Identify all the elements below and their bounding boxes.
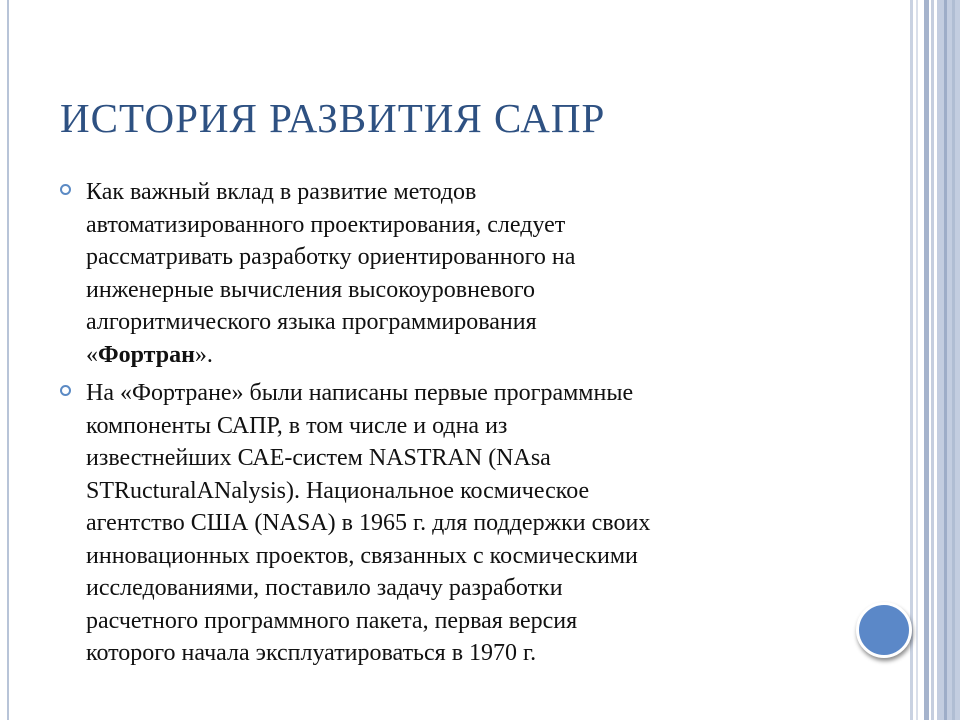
bullet-line: инновационных проектов, связанных с космическими <box>86 542 638 569</box>
bullet-line: агентство США (NASA) в 1965 г. для поддержки своих <box>86 510 651 536</box>
hollow-circle-icon <box>60 385 71 396</box>
bullet-line: исследованиями, поставило задачу разработки <box>86 575 563 601</box>
stripe <box>916 0 918 720</box>
right-stripes-decoration <box>910 0 960 720</box>
quote-close: ». <box>194 341 213 368</box>
left-border-decoration <box>7 0 9 720</box>
bullet-line: которого начала эксплуатироваться в 1970 г. <box>86 640 537 666</box>
stripe <box>910 0 913 720</box>
bullet-item-fortran <box>60 176 850 371</box>
bullet-line: STRucturalANalysis). Национальное космическое <box>86 477 590 504</box>
bullet-item-nastran <box>60 377 850 670</box>
bullet-line: расчетного программного пакета, первая версия <box>86 607 578 634</box>
bullet-line: известнейших САЕ-систем NASTRAN (NAsa <box>86 445 551 471</box>
circle-button-icon[interactable] <box>856 602 912 658</box>
slide-body <box>60 176 850 676</box>
stripe <box>944 0 947 720</box>
bullet-line: автоматизированного проектирования, следует <box>86 211 566 238</box>
bullet-line: компоненты САПР, в том числе и одна из <box>86 412 508 439</box>
bullet-line: алгоритмического языка программирования <box>86 309 537 335</box>
stripe <box>924 0 929 720</box>
stripe <box>931 0 934 720</box>
bullet-line-last <box>86 339 850 372</box>
fortran-emphasis: Фортран <box>98 341 195 368</box>
bullet-line: рассматривать разработку ориентированного на <box>86 244 576 270</box>
hollow-circle-icon <box>60 184 71 195</box>
stripe <box>952 0 955 720</box>
bullet-line: Как важный вклад в развитие методов <box>86 179 477 205</box>
stripe <box>937 0 960 720</box>
quote-open: « <box>86 341 98 368</box>
bullet-line: На «Фортране» были написаны первые программные <box>86 380 634 406</box>
bullet-line: инженерные вычисления высокоуровневого <box>86 276 535 303</box>
slide-title: ИСТОРИЯ РАЗВИТИЯ САПР <box>60 95 606 141</box>
